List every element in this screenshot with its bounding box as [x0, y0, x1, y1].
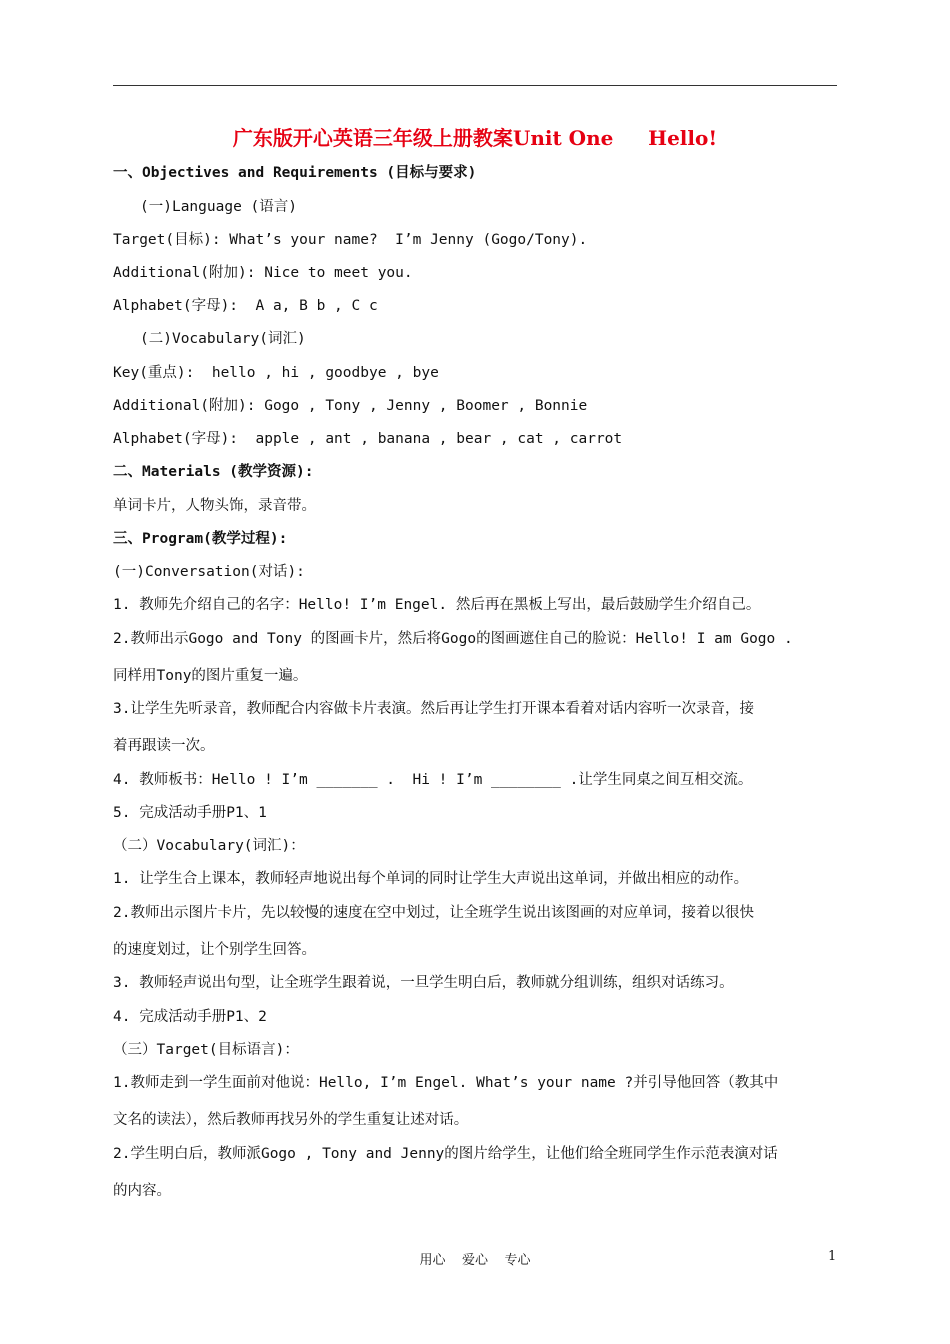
- subsection-vocabulary-heading: (二)Vocabulary(词汇): [140, 331, 306, 347]
- page-number: 1: [828, 1249, 837, 1264]
- alphabet-vocab-line: Alphabet(字母): apple , ant , banana , bear , cat , carrot: [113, 431, 623, 447]
- vocabulary-step-3: 3. 教师轻声说出句型，让全班学生跟着说，一旦学生明白后，教师就分组训练，组织对话练习。: [113, 975, 734, 991]
- additional-vocab-line: Additional(附加): Gogo , Tony , Jenny , Boomer , Bonnie: [113, 398, 588, 414]
- alphabet-line: Alphabet(字母): A a, B b , C c: [113, 298, 378, 314]
- target-heading: （三）Target(目标语言)：: [113, 1042, 299, 1058]
- section-objectives-heading: 一、Objectives and Requirements (目标与要求): [113, 165, 477, 181]
- vocabulary-heading: （二）Vocabulary(词汇)：: [113, 838, 305, 854]
- vocabulary-step-4: 4. 完成活动手册P1、2: [113, 1009, 267, 1025]
- conversation-step-4: 4. 教师板书：Hello ! I’m _______ . Hi ! I’m ________ .让学生同桌之间互相交流。: [113, 772, 753, 788]
- conversation-step-5: 5. 完成活动手册P1、1: [113, 805, 267, 821]
- conversation-step-3: 3.让学生先听录音，教师配合内容做卡片表演。然后再让学生打开课本看着对话内容听一次录音，接: [113, 701, 754, 717]
- target-step-1: 1.教师走到一学生面前对他说：Hello, I’m Engel. What’s your name ?并引导他回答（教其中: [113, 1075, 779, 1091]
- target-line: Target(目标): What’s your name? I’m Jenny (Gogo/Tony).: [113, 232, 588, 248]
- conversation-step-2: 2.教师出示Gogo and Tony 的图画卡片，然后将Gogo的图画遮住自己的脸说：Hello! I am Gogo .: [113, 631, 793, 647]
- vocabulary-step-2: 2.教师出示图片卡片，先以较慢的速度在空中划过，让全班学生说出该图画的对应单词，接着以很快: [113, 905, 754, 921]
- vocabulary-step-2-cont: 的速度划过，让个别学生回答。: [113, 942, 316, 958]
- key-vocab-line: Key(重点): hello , hi , goodbye , bye: [113, 365, 439, 381]
- section-program-heading: 三、Program(教学过程):: [113, 531, 288, 547]
- conversation-step-1: 1. 教师先介绍自己的名字：Hello! I’m Engel. 然后再在黑板上写出，最后鼓励学生介绍自己。: [113, 597, 761, 613]
- footer-text: 用心 爱心 专心: [419, 1253, 531, 1268]
- vocabulary-step-1: 1. 让学生合上课本，教师轻声地说出每个单词的同时让学生大声说出这单词，并做出相应的动作。: [113, 871, 749, 887]
- materials-text: 单词卡片，人物头饰，录音带。: [113, 498, 316, 514]
- subsection-language-heading: (一)Language (语言): [140, 199, 297, 215]
- target-step-2-cont: 的内容。: [113, 1183, 171, 1199]
- header-rule: [113, 85, 837, 86]
- additional-line: Additional(附加): Nice to meet you.: [113, 265, 413, 281]
- section-materials-heading: 二、Materials (教学资源):: [113, 464, 314, 480]
- document-title: 广东版开心英语三年级上册教案Unit One Hello!: [232, 126, 718, 150]
- conversation-step-2-cont: 同样用Tony的图片重复一遍。: [113, 668, 308, 684]
- target-step-1-cont: 文名的读法），然后教师再找另外的学生重复让述对话。: [113, 1112, 469, 1128]
- conversation-heading: (一)Conversation(对话):: [113, 564, 305, 580]
- target-step-2: 2.学生明白后，教师派Gogo , Tony and Jenny的图片给学生，让他们给全班同学生作示范表演对话: [113, 1146, 778, 1162]
- conversation-step-3-cont: 着再跟读一次。: [113, 738, 215, 754]
